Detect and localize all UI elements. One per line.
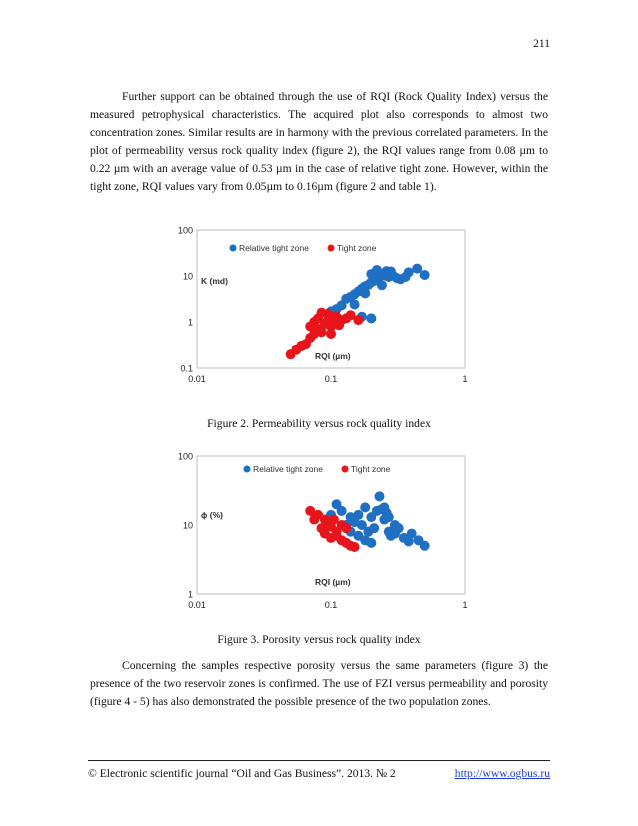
relative-tight-point: [384, 512, 394, 522]
figure-3-caption: Figure 3. Porosity versus rock quality index: [217, 633, 421, 646]
x-tick-label: 0.1: [324, 600, 338, 610]
legend-label: Relative tight zone: [253, 464, 323, 474]
tight-zone-point: [353, 315, 363, 325]
legend-marker: [230, 245, 237, 252]
x-tick-label: 1: [462, 374, 468, 384]
relative-tight-point: [366, 313, 376, 323]
relative-tight-point: [377, 280, 387, 290]
legend-label: Relative tight zone: [239, 243, 309, 253]
y-tick-label: 10: [182, 271, 193, 282]
tight-zone-point: [341, 523, 351, 533]
relative-tight-point: [374, 491, 384, 501]
y-axis-label: ϕ (%): [201, 510, 223, 520]
paragraph-1: Further support can be obtained through the use of RQI (Rock Quality Index) versus the measured petrophysical characteristics. The acquired plot also corresponds to almost two concentration zones. Similar results are in harmony with the previous correlated parameters. In the plot of permeability versus rock quality index (figure 2), the RQI values range from 0.08 µm to 0.22 µm with an average value of 0.53 µm in the case of relative tight zone. However, within the tight zone, RQI values vary from 0.05µm to 0.16µm (figure 2 and table 1).: [90, 90, 548, 194]
y-tick-label: 1: [187, 589, 193, 600]
relative-tight-point: [350, 300, 360, 310]
y-tick-label: 100: [177, 451, 193, 462]
relative-tight-point: [353, 531, 363, 541]
relative-tight-point: [360, 288, 370, 298]
figure-2-caption: Figure 2. Permeability versus rock quality index: [207, 417, 431, 430]
paragraph-2: Concerning the samples respective porosity versus the same parameters (figure 3) the presence of the two reservoir zones is confirmed. The use of FZI versus permeability and porosity (figure 4 - 5) has also demonstrated the possible presence of the two population zones.: [90, 659, 548, 709]
x-tick-label: 0.1: [324, 374, 338, 384]
relative-tight-point: [404, 267, 414, 277]
chart-porosity-vs-rqi: [165, 448, 475, 620]
x-tick-label: 0.01: [188, 374, 206, 384]
y-tick-label: 0.1: [180, 363, 193, 374]
page-number: 211: [533, 38, 550, 50]
relative-tight-point: [404, 536, 414, 546]
footer-journal: © Electronic scientific journal “Oil and Gas Business”. 2013. № 2: [88, 767, 396, 780]
x-tick-label: 0.01: [188, 600, 206, 610]
x-axis-label: RQI (µm): [315, 577, 351, 587]
tight-zone-point: [332, 531, 342, 541]
x-tick-label: 1: [462, 600, 468, 610]
y-axis-label: K (md): [201, 276, 228, 286]
x-axis-label: RQI (µm): [315, 351, 351, 361]
tight-zone-point: [350, 542, 360, 552]
relative-tight-point: [390, 529, 400, 539]
relative-tight-point: [353, 510, 363, 520]
legend-label: Tight zone: [337, 243, 377, 253]
y-tick-label: 1: [187, 317, 193, 328]
relative-tight-point: [420, 541, 430, 551]
relative-tight-point: [360, 502, 370, 512]
relative-tight-point: [369, 523, 379, 533]
tight-zone-point: [323, 309, 333, 319]
chart-permeability-vs-rqi: [165, 222, 475, 394]
legend-label: Tight zone: [351, 464, 391, 474]
y-tick-label: 10: [182, 520, 193, 531]
tight-zone-point: [326, 329, 336, 339]
relative-tight-point: [372, 265, 382, 275]
legend-marker: [244, 466, 251, 473]
relative-tight-point: [420, 270, 430, 280]
relative-tight-point: [386, 267, 396, 277]
relative-tight-point: [379, 502, 389, 512]
relative-tight-point: [337, 506, 347, 516]
footer-link[interactable]: http://www.ogbus.ru: [454, 767, 550, 780]
footer-rule: [88, 760, 550, 761]
tight-zone-point: [334, 320, 344, 330]
legend-marker: [328, 245, 335, 252]
y-tick-label: 100: [177, 225, 193, 236]
legend-marker: [342, 466, 349, 473]
tight-zone-point: [323, 519, 333, 529]
